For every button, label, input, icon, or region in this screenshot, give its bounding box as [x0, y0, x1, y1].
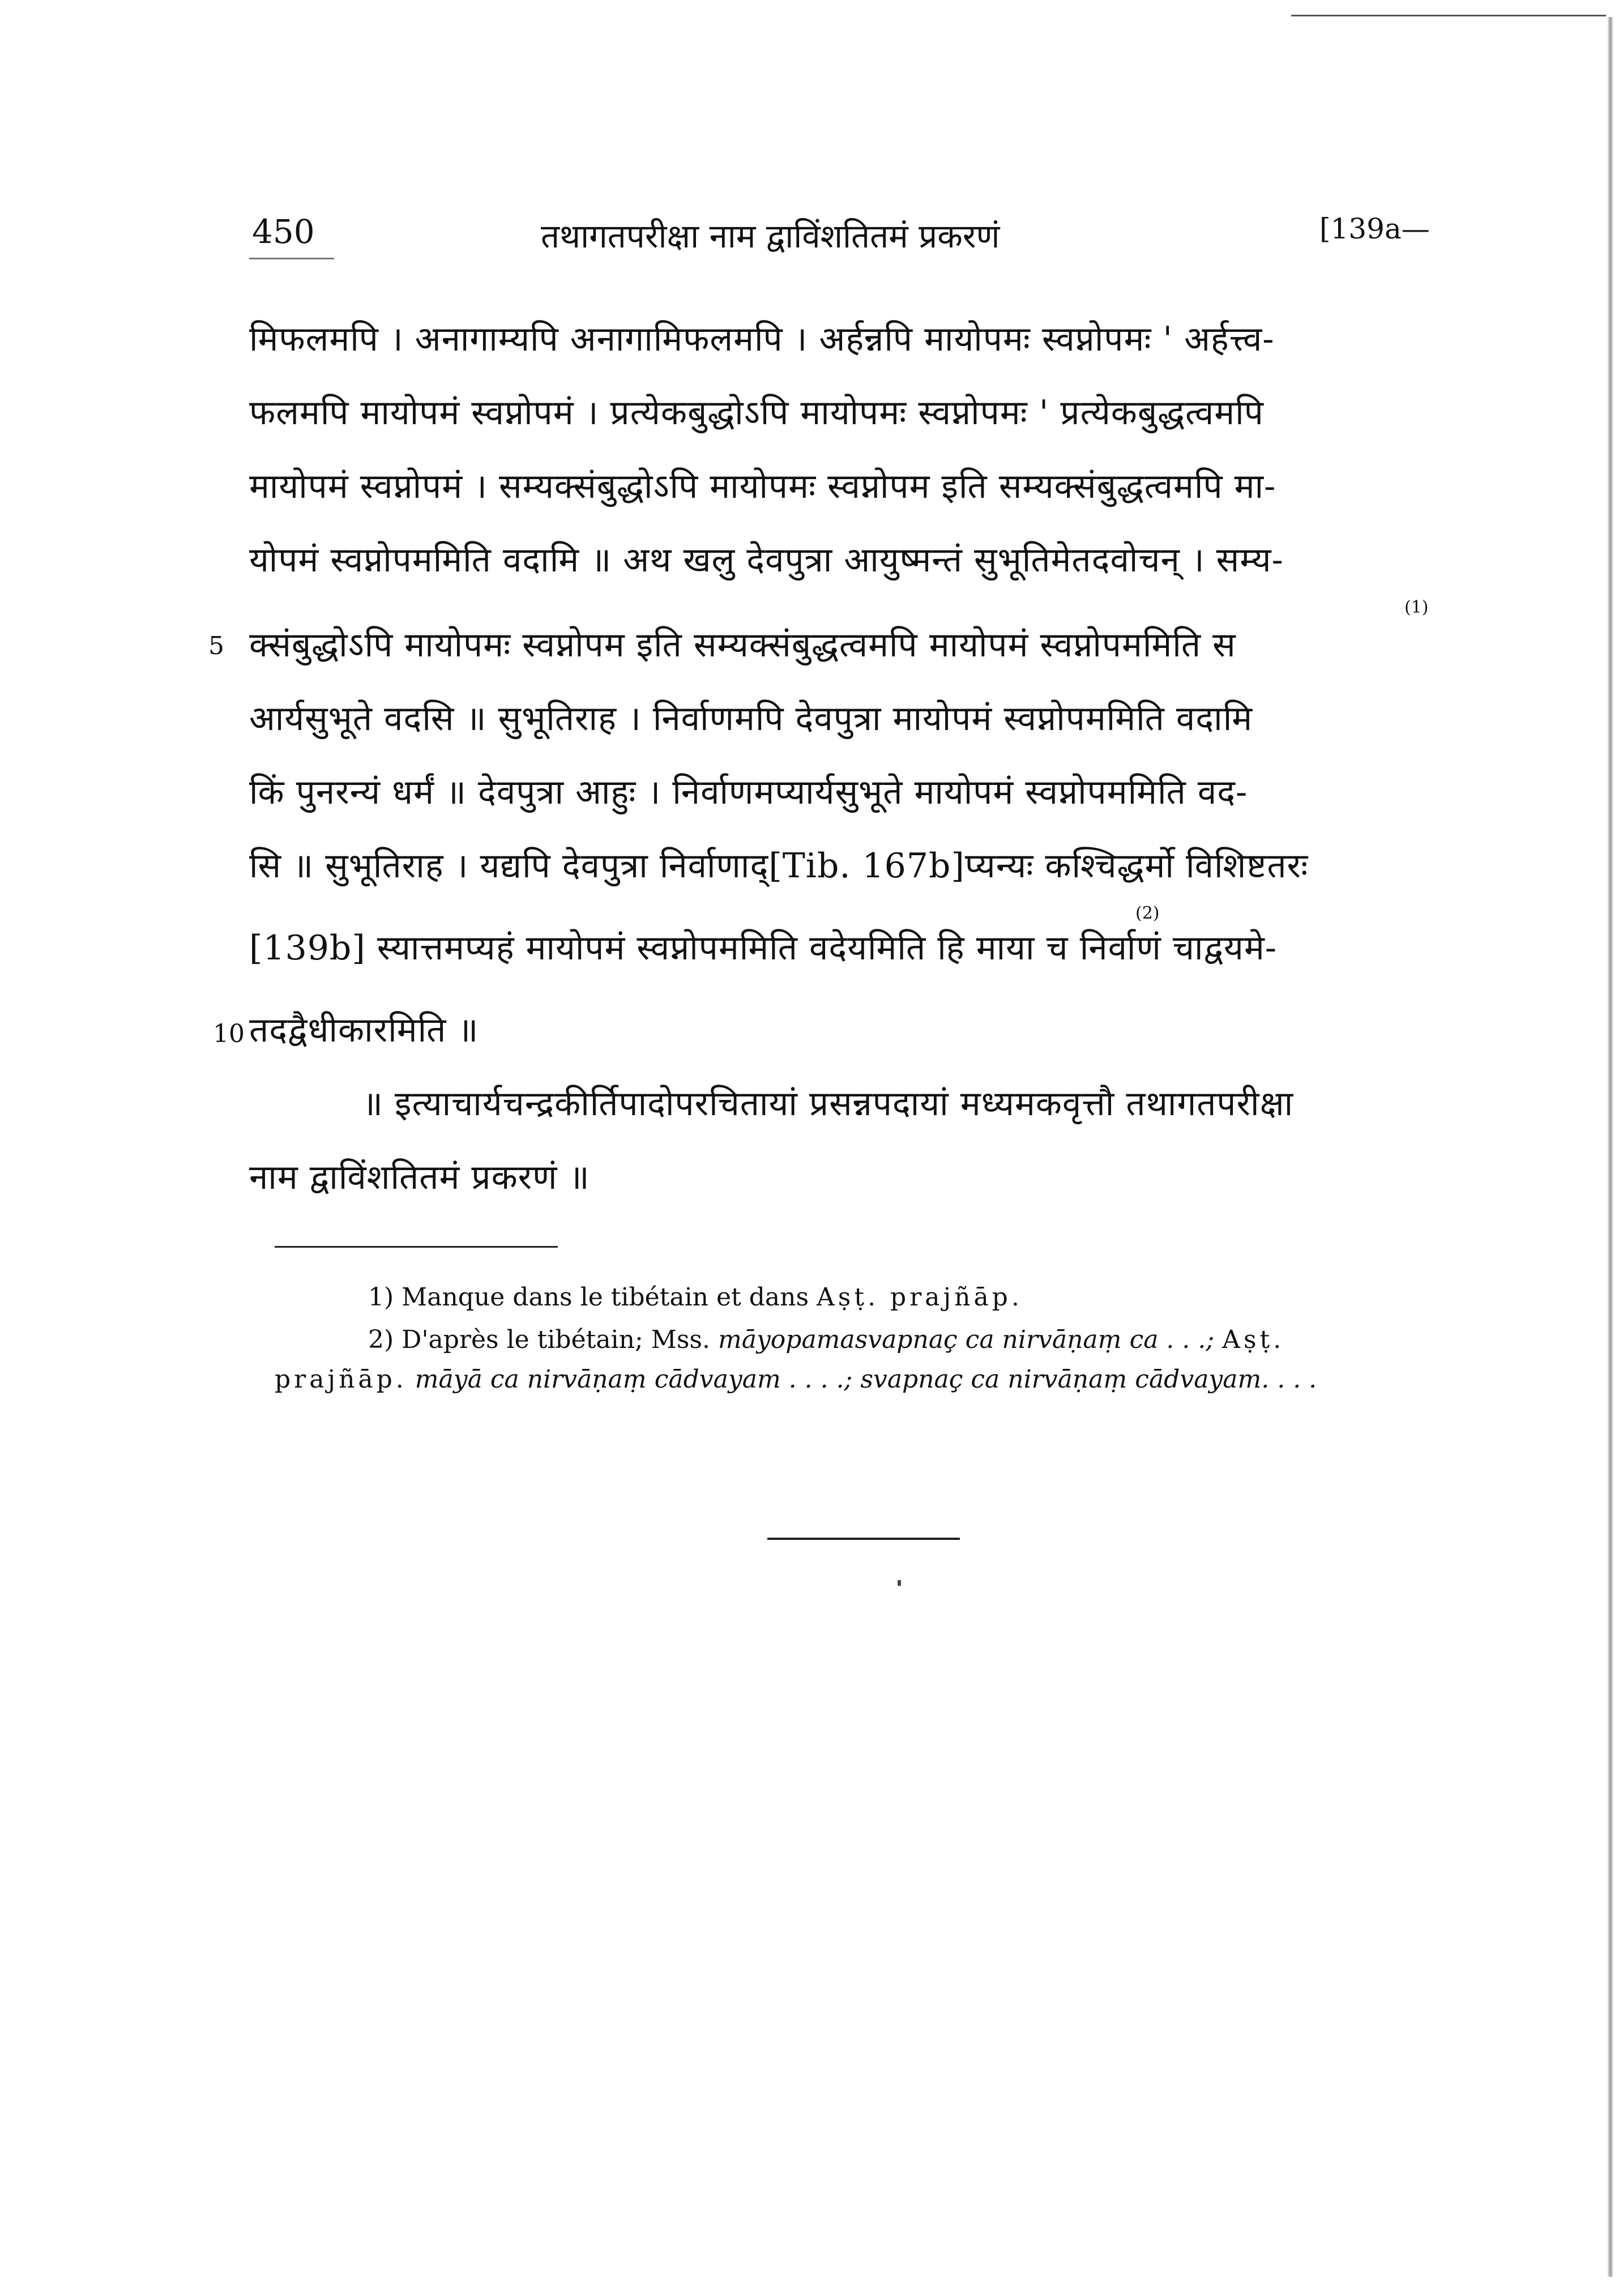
line-number-10: 10 — [213, 1019, 245, 1048]
footnote-2-source: Aṣṭ. — [1222, 1325, 1285, 1354]
footnote-2-reading-3: svapnaç ca nirvāṇaṃ cādvayam. . . . — [860, 1365, 1317, 1394]
end-rule — [767, 1538, 960, 1540]
scan-edge-right — [1607, 17, 1613, 2277]
footnote-1 — [368, 1283, 1023, 1312]
page-number: 450 — [252, 212, 315, 251]
text-line-3: मायोपमं स्वप्नोपमं । सम्यक्संबुद्धोऽपि मायोपमः स्वप्नोपम इति सम्यक्संबुद्धत्वमपि मा- — [249, 467, 1276, 506]
colophon-line-2: नाम द्वाविंशतितमं प्रकरणं ॥ — [249, 1158, 590, 1197]
footnote-mark-2: (2) — [1135, 903, 1160, 923]
text-line-4: योपमं स्वप्नोपममिति वदामि ॥ अथ खलु देवपुत्रा आयुष्मन्तं सुभूतिमेतदवोचन् । सम्य- — [249, 540, 1284, 580]
footnote-2-number: 2) — [368, 1325, 394, 1354]
text-line-1: मिफलमपि । अनागाम्यपि अनागामिफलमपि । अर्हन्नपि मायोपमः स्वप्नोपमः ' अर्हत्त्व- — [249, 319, 1275, 359]
footnote-2-reading-2: māyā ca nirvāṇaṃ cādvayam . . . .; — [415, 1365, 853, 1394]
footnote-1-number: 1) — [368, 1283, 394, 1312]
text-line-5: क्संबुद्धोऽपि मायोपमः स्वप्नोपम इति सम्यक्संबुद्धत्वमपि मायोपमं स्वप्नोपममिति स — [249, 625, 1236, 665]
text-line-10: तदद्वैधीकारमिति ॥ — [249, 1010, 479, 1050]
text-line-9: [139b] स्यात्तमप्यहं मायोपमं स्वप्नोपममिति वदेयमिति हि माया च निर्वाणं चाद्वयमे- — [249, 928, 1278, 968]
scan-edge-top — [1291, 15, 1606, 16]
text-line-7: किं पुनरन्यं धर्मं ॥ देवपुत्रा आहुः । निर्वाणमप्यार्यसुभूते मायोपमं स्वप्नोपममिति वद- — [249, 773, 1248, 812]
footnote-1-source: Aṣṭ. prajñāp. — [817, 1283, 1023, 1312]
text-line-2: फलमपि मायोपमं स्वप्नोपमं । प्रत्येकबुद्धोऽपि मायोपमः स्वप्नोपमः ' प्रत्येकबुद्धत्वमपि — [249, 393, 1264, 433]
page-number-underline — [249, 258, 334, 259]
text-line-6: आर्यसुभूते वदसि ॥ सुभूतिराह । निर्वाणमपि देवपुत्रा मायोपमं स्वप्नोपममिति वदामि — [249, 699, 1253, 739]
footnote-2-continued — [275, 1365, 1317, 1394]
ink-speck — [898, 1580, 901, 1586]
footnote-2-source-2: prajñāp. — [275, 1365, 407, 1394]
text-line-8: सि ॥ सुभूतिराह । यद्यपि देवपुत्रा निर्वाणाद्[Tib. 167b]प्यन्यः कश्चिद्धर्मो विशिष्टतरः — [249, 846, 1309, 886]
footnote-mark-1: (1) — [1404, 598, 1429, 617]
line-number-5: 5 — [208, 631, 224, 660]
colophon-line-1: ॥ इत्याचार्यचन्द्रकीर्तिपादोपरचितायां प्रसन्नपदायां मध्यमकवृत्तौ तथागतपरीक्षा — [362, 1084, 1294, 1124]
footnote-2-reading-1: māyopamasvapnaç ca nirvāṇaṃ ca . . .; — [717, 1325, 1215, 1354]
folio-reference: [139a— — [1319, 212, 1430, 245]
footnote-2 — [368, 1325, 1284, 1354]
footnote-2-text: D'après le tibétain; Mss. — [402, 1325, 710, 1354]
footnote-1-text: Manque dans le tibétain et dans — [402, 1283, 809, 1312]
footnote-rule — [275, 1246, 558, 1248]
running-title: तथागतपरीक्षा नाम द्वाविंशतितमं प्रकरणं — [541, 217, 1000, 255]
